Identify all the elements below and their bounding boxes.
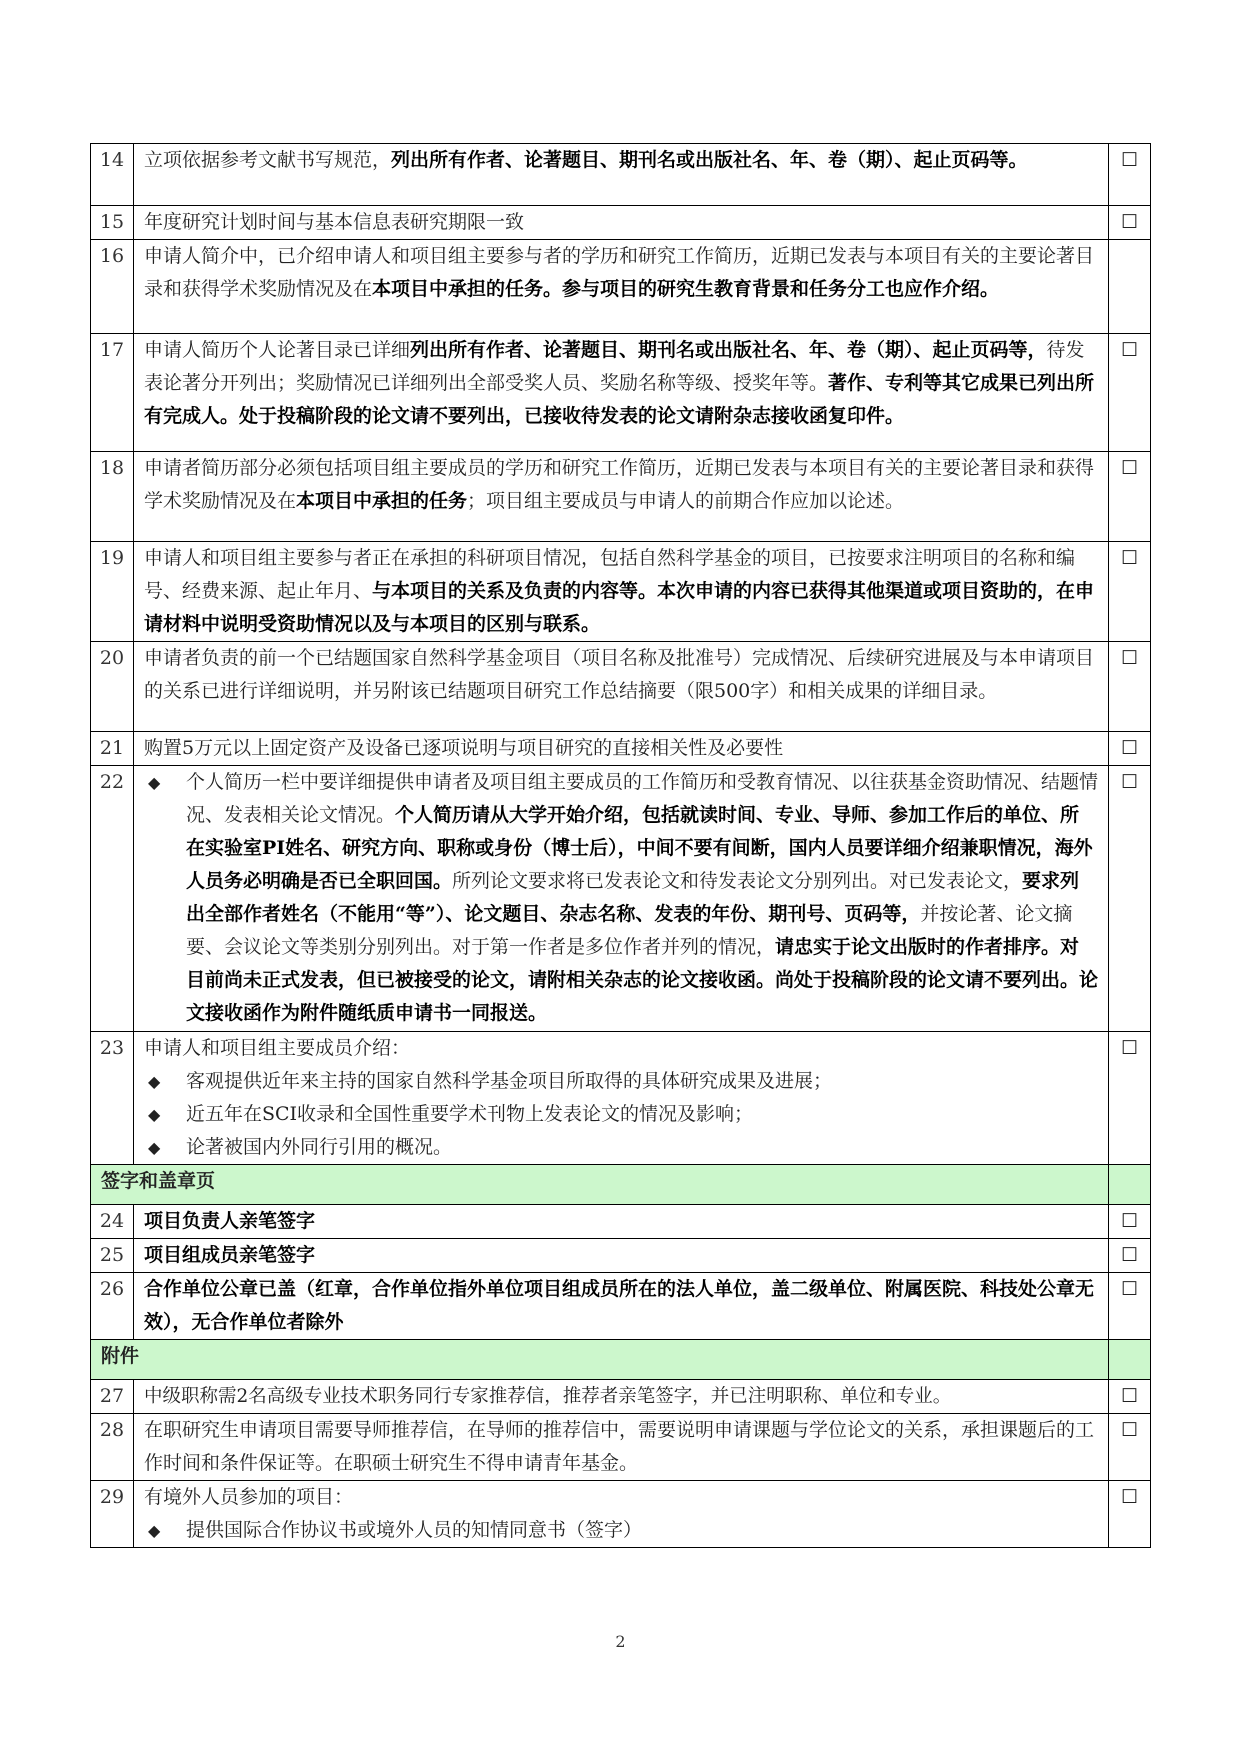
row-content [134,1481,1109,1548]
row-number: 25 [91,1239,134,1273]
checkbox[interactable]: ☐ [1109,1239,1151,1273]
checkbox[interactable]: ☐ [1109,1205,1151,1239]
row-content: 申请人简历个人论著目录已详细列出所有作者、论著题目、期刊名或出版社名、年、卷（期）、起止页码等，待发表论著分开列出；奖励情况已详细列出全部受奖人员、奖励名称等级、授奖年等。著作、专利等其它成果已列出所有完成人。处于投稿阶段的论文请不要列出，已接收待发表的论文请附杂志接收函复印件。 [134,334,1109,452]
row-number: 23 [91,1032,134,1165]
row-number: 18 [91,452,134,542]
row-lead-text: 有境外人员参加的项目： [144,1486,354,1508]
checkbox[interactable]: ☐ [1109,642,1151,732]
table-row [91,542,1151,642]
checkbox[interactable]: ☐ [1109,732,1151,766]
checkbox[interactable]: ☐ [1109,542,1151,642]
table-row [91,1239,1151,1273]
table-row [91,642,1151,732]
row-lead-text: 申请人和项目组主要成员介绍： [144,1037,411,1059]
row-number: 14 [91,144,134,206]
section-cell [1109,1340,1151,1380]
checkbox[interactable]: ☐ [1109,1380,1151,1414]
checkbox[interactable]: ☐ [1109,1481,1151,1548]
row-number: 22 [91,766,134,1032]
row-content: 合作单位公章已盖（红章，合作单位指外单位项目组成员所在的法人单位，盖二级单位、附属医院、科技处公章无效），无合作单位者除外 [134,1273,1109,1340]
row-number: 27 [91,1380,134,1414]
section-cell [1109,1165,1151,1205]
checklist-page [90,143,1150,1548]
row-number: 17 [91,334,134,452]
row-content: 年度研究计划时间与基本信息表研究期限一致 [134,206,1109,240]
row-content: 申请人简介中，已介绍申请人和项目组主要参与者的学历和研究工作简历，近期已发表与本项目有关的主要论著目录和获得学术奖励情况及在本项目中承担的任务。参与项目的研究生教育背景和任务分工也应作介绍。 [134,240,1109,334]
table-row [91,1481,1151,1548]
row-content: 申请者简历部分必须包括项目组主要成员的学历和研究工作简历，近期已发表与本项目有关的主要论著目录和获得学术奖励情况及在本项目中承担的任务；项目组主要成员与申请人的前期合作应加以论述。 [134,452,1109,542]
row-number: 28 [91,1414,134,1481]
table-row [91,206,1151,240]
row-number: 29 [91,1481,134,1548]
checkbox[interactable]: ☐ [1109,334,1151,452]
row-number: 21 [91,732,134,766]
bullet-item: ◆ 论著被国内外同行引用的概况。 [144,1131,1098,1164]
row-number: 24 [91,1205,134,1239]
table-row [91,334,1151,452]
row-number: 26 [91,1273,134,1340]
row-content [134,766,1109,1032]
table-row [91,1273,1151,1340]
row-content: 购置5万元以上固定资产及设备已逐项说明与项目研究的直接相关性及必要性 [134,732,1109,766]
table-row [91,766,1151,1032]
checklist-table [90,143,1151,1548]
row-number: 19 [91,542,134,642]
table-row [91,144,1151,206]
table-row [91,1414,1151,1481]
checkbox[interactable]: ☐ [1109,1032,1151,1165]
bullet-paragraph: ◆ 个人简历一栏中要详细提供申请者及项目组主要成员的工作简历和受教育情况、以往获基金资助情况、结题情况、发表相关论文情况。个人简历请从大学开始介绍，包括就读时间、专业、导师、参加工作后的单位、所在实验室PI姓名、研究方向、职称或身份（博士后），中间不要有间断，国内人员要详细介绍兼职情况，海外人员务必明确是否已全职回国。所列论文要求将已发表论文和待发表论文分别列出。对已发表论文，要求列出全部作者姓名（不能用“等”）、论文题目、杂志名称、发表的年份、期刊号、页码等，并按论著、论文摘要、会议论文等类别分别列出。对于第一作者是多位作者并列的情况，请忠实于论文出版时的作者排序。对目前尚未正式发表，但已被接受的论文，请附相关杂志的论文接收函。尚处于投稿阶段的论文请不要列出。论文接收函作为附件随纸质申请书一同报送。 [144,766,1098,1030]
row-content: 申请人和项目组主要参与者正在承担的科研项目情况，包括自然科学基金的项目，已按要求注明项目的名称和编号、经费来源、起止年月、与本项目的关系及负责的内容等。本次申请的内容已获得其他渠道或项目资助的，在申请材料中说明受资助情况以及与本项目的区别与联系。 [134,542,1109,642]
bullet-item: ◆ 提供国际合作协议书或境外人员的知情同意书（签字） [144,1514,1098,1547]
table-row [91,1380,1151,1414]
row-content: 项目负责人亲笔签字 [134,1205,1109,1239]
table-row [91,240,1151,334]
row-content: 在职研究生申请项目需要导师推荐信，在导师的推荐信中，需要说明申请课题与学位论文的关系，承担课题后的工作时间和条件保证等。在职硕士研究生不得申请青年基金。 [134,1414,1109,1481]
bullet-item: ◆ 客观提供近年来主持的国家自然科学基金项目所取得的具体研究成果及进展； [144,1065,1098,1098]
checkbox[interactable]: ☐ [1109,1273,1151,1340]
page-number: 2 [615,1632,626,1651]
table-row [91,1205,1151,1239]
row-number: 20 [91,642,134,732]
row-content: 申请者负责的前一个已结题国家自然科学基金项目（项目名称及批准号）完成情况、后续研究进展及与本申请项目的关系已进行详细说明，并另附该已结题项目研究工作总结摘要（限500字）和相关成果的详细目录。 [134,642,1109,732]
row-content [134,1032,1109,1165]
checkbox[interactable]: ☐ [1109,144,1151,206]
checkbox[interactable]: ☐ [1109,1414,1151,1481]
section-row [91,1340,1151,1380]
row-content: 项目组成员亲笔签字 [134,1239,1109,1273]
checkbox-cell [1109,240,1151,334]
table-row [91,1032,1151,1165]
checkbox[interactable]: ☐ [1109,766,1151,1032]
section-title: 附件 [91,1340,1109,1380]
row-number: 15 [91,206,134,240]
section-title: 签字和盖章页 [91,1165,1109,1205]
row-content: 立项依据参考文献书写规范，列出所有作者、论著题目、期刊名或出版社名、年、卷（期）、起止页码等。 [134,144,1109,206]
checkbox[interactable]: ☐ [1109,206,1151,240]
section-row [91,1165,1151,1205]
table-row [91,732,1151,766]
bullet-item: ◆ 近五年在SCI收录和全国性重要学术刊物上发表论文的情况及影响； [144,1098,1098,1131]
table-row [91,452,1151,542]
checkbox[interactable]: ☐ [1109,452,1151,542]
row-number: 16 [91,240,134,334]
row-content: 中级职称需2名高级专业技术职务同行专家推荐信，推荐者亲笔签字，并已注明职称、单位和专业。 [134,1380,1109,1414]
